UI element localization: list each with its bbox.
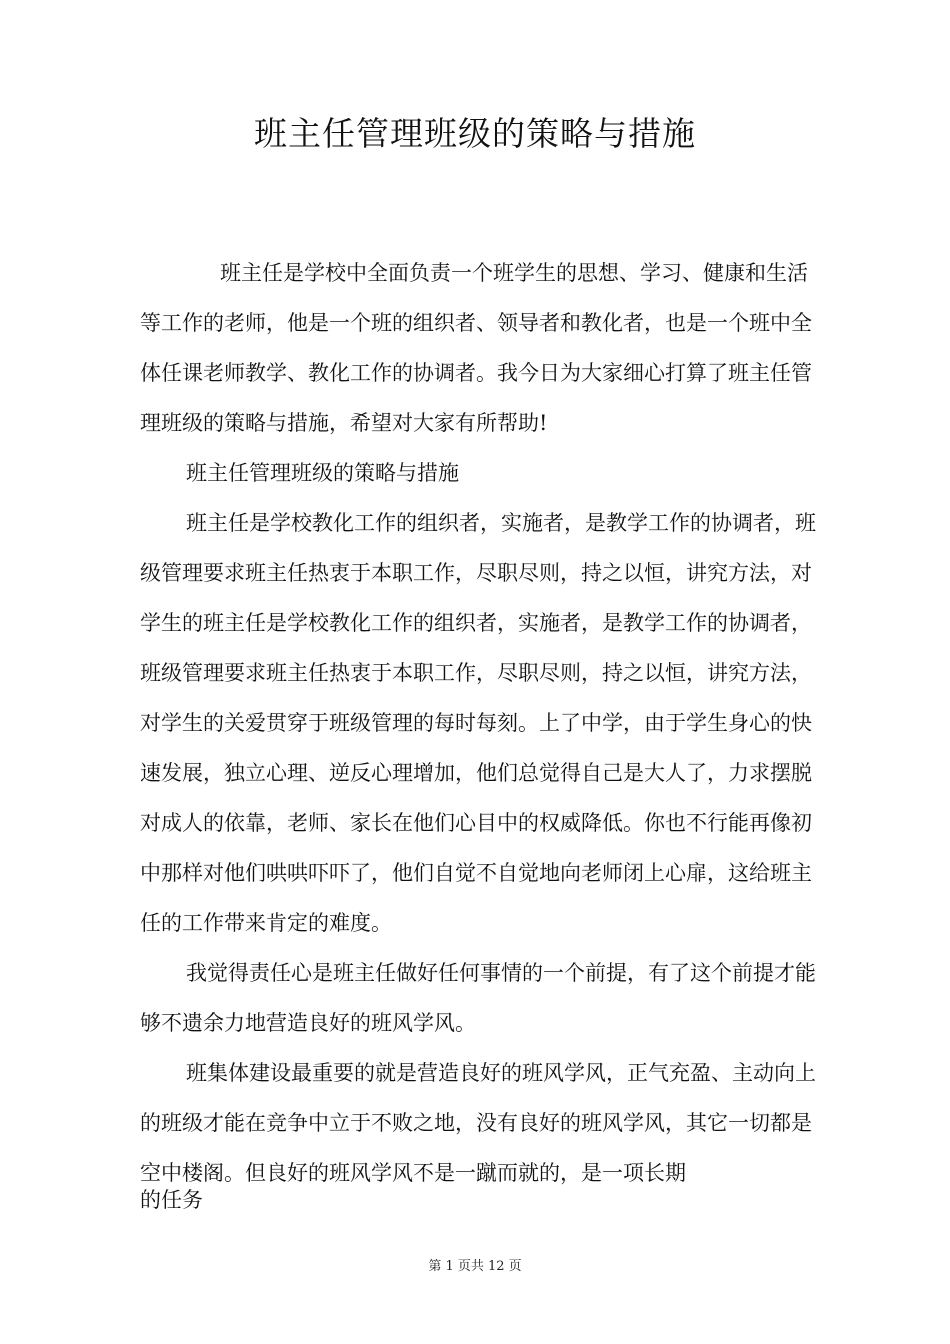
document-title: 班主任管理班级的策略与措施 (254, 114, 696, 153)
paragraph-role-of-head-teacher: 班主任是学校教化工作的组织者，实施者，是教学工作的协调者，班级管理要求班主任热衷于本职工作，尽职尽则，持之以恒，讲究方法，对学生的班主任是学校教化工作的组织者，实施者，是教学工作的协调者，班级管理要求班主任热衷于本职工作，尽职尽则，持之以恒，讲究方法，对学生的关爱贯穿于班级管理的每时每刻。上了中学，由于学生身心的快速发展，独立心理、逆反心理增加，他们总觉得自己是大人了，力求摆脱对成人的依靠，老师、家长在他们心目中的权威降低。你也不行能再像初中那样对他们哄哄吓吓了，他们自觉不自觉地向老师闭上心扉，这给班主任的工作带来肯定的难度。 (140, 511, 816, 935)
section-heading: 班主任管理班级的策略与措施 (186, 461, 459, 485)
page-number-footer: 第 1 页共 12 页 (428, 1259, 522, 1274)
paragraph-class-spirit: 班集体建设最重要的就是营造良好的班风学风，正气充盈、主动向上的班级才能在竞争中立于不败之地，没有良好的班风学风，其它一切都是空中楼阁。但良好的班风学风不是一蹴而就的，是一项长期 (140, 1061, 816, 1185)
paragraph-responsibility: 我觉得责任心是班主任做好任何事情的一个前提，有了这个前提才能够不遗余力地营造良好的班风学风。 (140, 961, 816, 1035)
paragraph-tail: 的任务 (140, 1188, 203, 1212)
intro-paragraph: 班主任是学校中全面负责一个班学生的思想、学习、健康和生活等工作的老师，他是一个班的组织者、领导者和教化者，也是一个班中全体任课老师教学、教化工作的协调者。我今日为大家细心打算了班主任管理班级的策略与措施，希望对大家有所帮助! (140, 261, 812, 435)
